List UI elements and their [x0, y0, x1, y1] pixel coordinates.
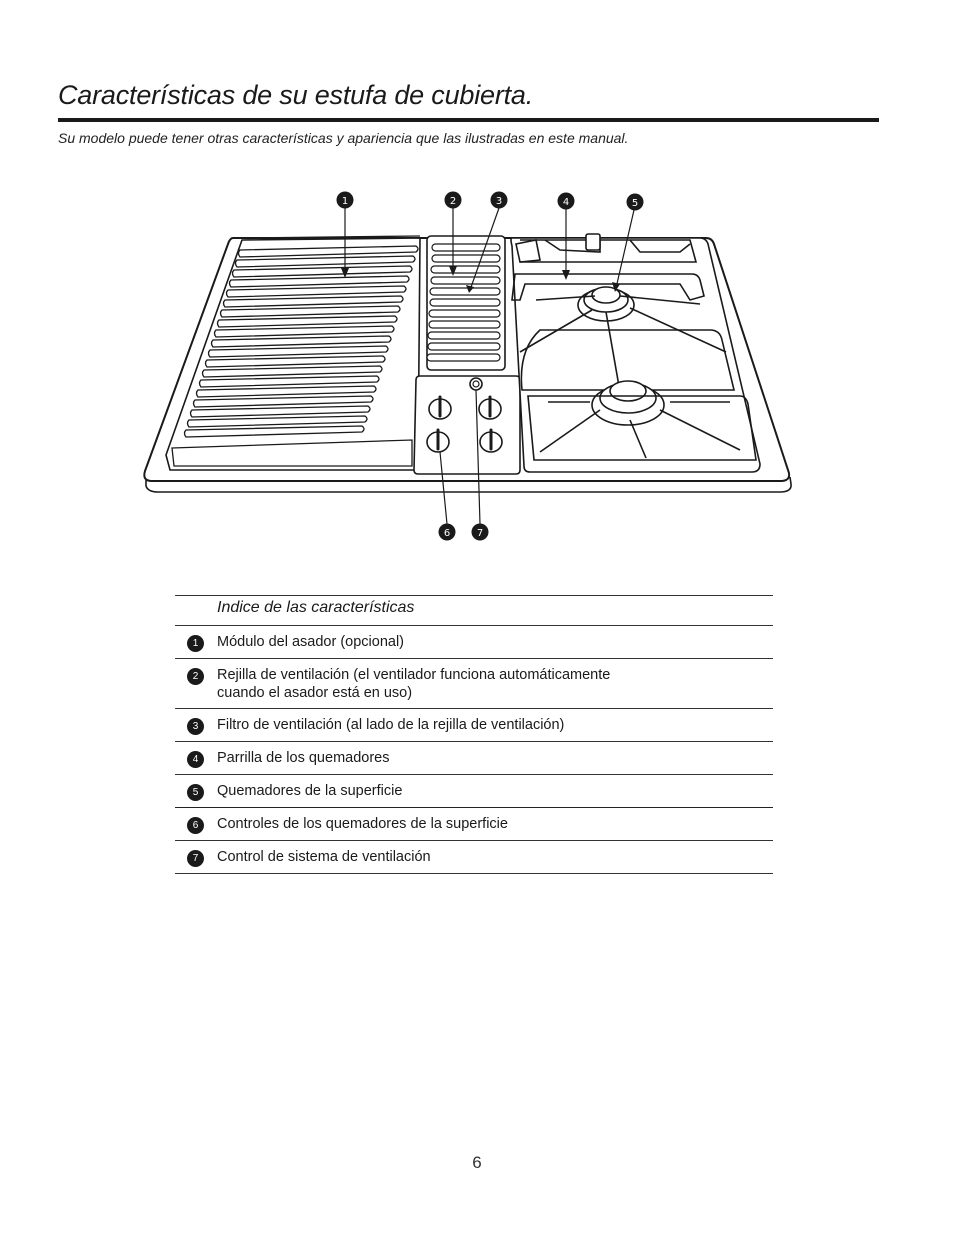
grill-module: [166, 236, 420, 470]
callout-1: [337, 192, 354, 209]
svg-text:2: 2: [449, 196, 457, 207]
callout-7: [472, 524, 489, 541]
index-text-5: Quemadores de la superficie: [217, 783, 403, 799]
callout-2: [445, 192, 462, 209]
svg-text:7: 7: [476, 528, 484, 539]
callout-3: [491, 192, 508, 209]
index-heading-text: Indice de las características: [217, 599, 415, 616]
svg-text:6: 6: [443, 528, 451, 539]
svg-text:1: 1: [341, 196, 349, 207]
index-item-5: [175, 775, 773, 808]
features-index: [175, 595, 773, 874]
index-item-4: [175, 742, 773, 775]
callout-6: [439, 524, 456, 541]
index-item-6: [175, 808, 773, 841]
index-number-7: 7: [187, 850, 204, 867]
cooktop-diagram: [0, 0, 954, 560]
index-item-1: [175, 626, 773, 659]
index-heading: [175, 595, 773, 626]
index-number-4: 4: [187, 751, 204, 768]
index-number-3: 3: [187, 718, 204, 735]
vent-grille: [427, 236, 505, 370]
index-text-7: Control de sistema de ventilación: [217, 849, 431, 865]
index-text-2: Rejilla de ventilación (el ventilador funciona automáticamente: [217, 667, 611, 683]
svg-text:3: 3: [495, 196, 503, 207]
page-number: 6: [472, 1153, 482, 1172]
index-number-1: 1: [187, 635, 204, 652]
index-number-2: 2: [187, 668, 204, 685]
page-subtitle: Su modelo puede tener otras características y apariencia que las ilustradas en este manual.: [58, 130, 629, 146]
index-number-6: 6: [187, 817, 204, 834]
svg-text:5: 5: [631, 198, 639, 209]
index-text-1: Módulo del asador (opcional): [217, 634, 404, 650]
index-text-4: Parrilla de los quemadores: [217, 750, 390, 766]
index-text-3: Filtro de ventilación (al lado de la rejilla de ventilación): [217, 717, 565, 733]
index-item-7: [175, 841, 773, 874]
control-panel: [414, 376, 520, 474]
index-text-2-cont: cuando el asador está en uso): [217, 685, 413, 701]
svg-text:4: 4: [562, 197, 570, 208]
index-number-5: 5: [187, 784, 204, 801]
index-item-2: [175, 659, 773, 709]
callout-4: [558, 193, 575, 210]
page-title: Características de su estufa de cubierta.: [58, 80, 534, 110]
callout-5: [627, 194, 644, 211]
index-text-6: Controles de los quemadores de la superficie: [217, 816, 508, 832]
index-item-3: [175, 709, 773, 742]
